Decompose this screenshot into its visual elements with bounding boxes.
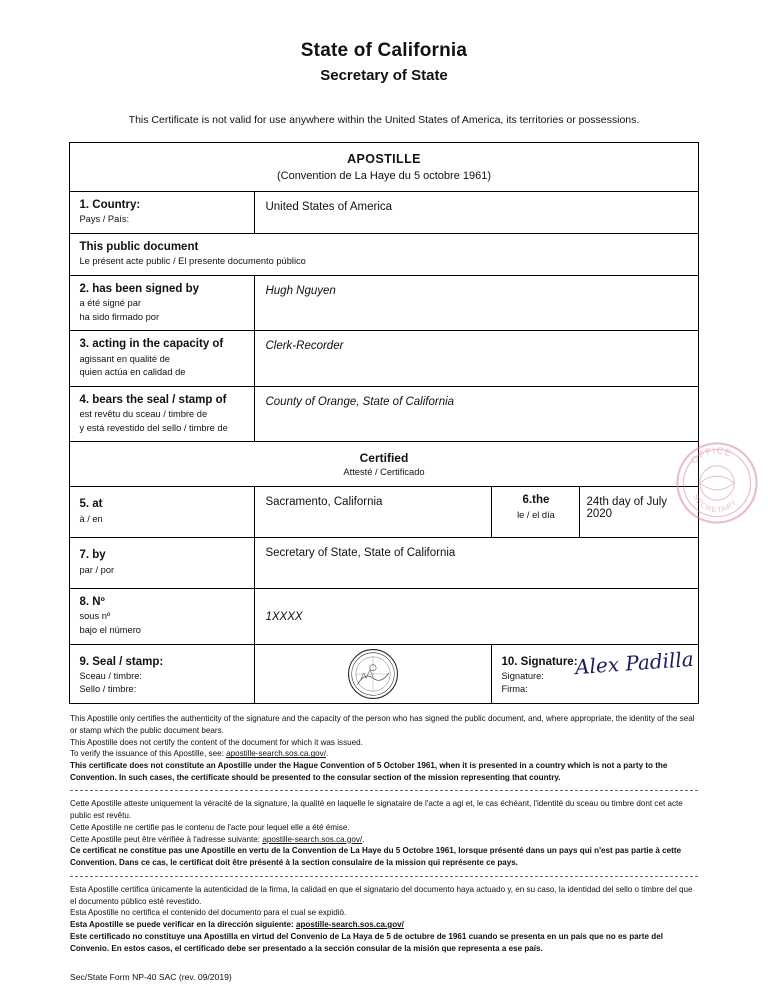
- row-number: 3.: [79, 338, 90, 351]
- legal-en-2: This Apostille does not certify the content of the document for which it was issued.: [70, 737, 363, 747]
- state-title: State of California: [300, 40, 468, 61]
- legal-en-4: This certificate does not constitute an Apostille under the Hague Convention of 5 October 1961, when it is presented in a country which is not a party to the Convention. In such cases, the certificate should be presented to the consular section of the mission representing that country.: [70, 760, 668, 782]
- table-row: [70, 331, 698, 386]
- table-row: [70, 589, 698, 644]
- by-value: Secretary of State, State of California: [265, 547, 456, 560]
- number-translation-fr: sous nº: [79, 611, 111, 622]
- seal-of-value-cell: [255, 386, 698, 441]
- seal-of-translation-fr: est revêtu du sceau / timbre de: [79, 409, 208, 420]
- apostille-search-link-fr[interactable]: apostille-search.sos.ca.gov/: [262, 834, 363, 844]
- certified-label: Certified: [359, 451, 409, 466]
- row-number: 4.: [79, 393, 90, 406]
- signature-mark: Alex Padilla: [574, 646, 695, 679]
- public-document-translations: Le présent acte public / El presente documento público: [79, 256, 306, 267]
- row-number: 8.: [79, 596, 90, 609]
- table-row: [70, 487, 698, 538]
- by-translations: par / por: [79, 564, 115, 575]
- signed-by-value-cell: [255, 275, 698, 330]
- row-number: 9.: [79, 655, 90, 668]
- legal-es-2: Esta Apostille no certifica el contenido del documento para el cual se expidió.: [70, 908, 347, 918]
- certified-cell: [70, 442, 698, 487]
- table-row: [70, 192, 698, 234]
- seal-of-value: County of Orange, State of California: [265, 395, 455, 408]
- country-label-translations: Pays / País:: [79, 214, 130, 225]
- country-value: United States of America: [265, 201, 393, 213]
- the-translations: le / el día: [517, 509, 555, 520]
- apostille-search-link-es[interactable]: apostille-search.sos.ca.gov/: [295, 920, 404, 930]
- at-label: at: [92, 498, 103, 511]
- validity-notice: This Certificate is not valid for use anywhere within the United States of America, its territories or possessions.: [128, 114, 640, 126]
- row-number: 6.: [522, 494, 533, 507]
- signature-cell: [492, 644, 698, 703]
- signed-by-translation-es: ha sido firmado por: [79, 311, 160, 322]
- signature-translation-fr: Signature:: [501, 670, 544, 681]
- row-number: 7.: [79, 549, 90, 562]
- row-number: 2.: [79, 282, 90, 295]
- by-label: by: [92, 549, 106, 562]
- table-row: [70, 538, 698, 589]
- document-header: [60, 0, 708, 84]
- legal-fr-1: Cette Apostille atteste uniquement la véracité de la signature, la qualité en laquelle le signataire de l'acte a agi et, le cas échéant, l'identité du sceau ou timbre dont cet acte public est revêtu.: [70, 799, 683, 821]
- legal-es-3: Esta Apostille se puede verificar en la dirección siguiente: apostille-search.sos.ca.gov/: [70, 920, 404, 930]
- number-value-cell: [255, 589, 698, 644]
- divider: [70, 790, 698, 791]
- by-value-cell: [255, 538, 698, 589]
- row-number: 10.: [501, 655, 518, 668]
- seal-of-label-cell: [70, 386, 255, 441]
- signed-by-translation-fr: a été signé par: [79, 298, 141, 309]
- signed-by-value: Hugh Nguyen: [265, 284, 336, 297]
- apostille-table: [69, 142, 698, 704]
- state-seal-icon: [347, 648, 399, 700]
- signed-by-label: has been signed by: [92, 282, 199, 295]
- legal-es-4: Este certificado no constituye una Apostilla en virtud del Convenio de La Haya de 5 de octubre de 1961 cuando se presenta en un país que no es parte del Convenio. En estos casos, el certificado debe ser presentado a la sección consular de la misión que representa a ese país.: [70, 931, 663, 953]
- seal-of-label: bears the seal / stamp of: [92, 393, 227, 406]
- table-row: [70, 442, 698, 487]
- country-label-cell: [70, 192, 255, 234]
- office-title: Secretary of State: [320, 67, 448, 84]
- seal-translation-es: Sello / timbre:: [79, 684, 137, 695]
- seal-translation-fr: Sceau / timbre:: [79, 670, 142, 681]
- capacity-value-cell: [255, 331, 698, 386]
- by-label-cell: [70, 538, 255, 589]
- country-label: Country:: [92, 199, 141, 211]
- apostille-title-cell: [70, 143, 698, 192]
- apostille-title: APOSTILLE: [347, 152, 421, 166]
- the-value: 24th day of July 2020: [586, 496, 668, 521]
- capacity-label: acting in the capacity of: [92, 338, 224, 351]
- the-label: the: [532, 494, 550, 507]
- public-document-label: This public document: [79, 240, 199, 253]
- row-number: 5.: [79, 498, 90, 511]
- capacity-translation-es: quien actúa en calidad de: [79, 367, 186, 378]
- number-label: Nº: [92, 596, 105, 609]
- legal-fr-3: Cette Apostille peut être vérifiée à l'adresse suivante: apostille-search.sos.ca.gov/.: [70, 834, 365, 844]
- seal-label: Seal / stamp:: [92, 655, 164, 668]
- legal-fr-2: Cette Apostille ne certifie pas le contenu de l'acte pour lequel elle a été émise.: [70, 822, 350, 832]
- number-label-cell: [70, 589, 255, 644]
- seal-of-translation-es: y está revestido del sello / timbre de: [79, 422, 228, 433]
- table-row: [70, 233, 698, 275]
- seal-image-cell: [255, 644, 492, 703]
- row-number: 1.: [79, 199, 90, 211]
- svg-text:OFFICE: OFFICE: [688, 445, 734, 467]
- svg-text:SECRETARY: SECRETARY: [691, 492, 740, 515]
- apostille-search-link-en[interactable]: apostille-search.sos.ca.gov/: [226, 749, 326, 759]
- legal-fr-4: Ce certificat ne constitue pas une Apostille en vertu de la Convention de La Haye du 5 Octobre 1961, lorsque présenté dans un pays qui n'est pas partie à cette Convention. Dans ce cas, le certificat doit être présenté à la section consulaire de la mission qui représente ce pays.: [70, 846, 682, 868]
- certified-translations: Attesté / Certificado: [343, 467, 425, 478]
- signature-label: Signature:: [520, 655, 578, 668]
- capacity-translation-fr: agissant en qualité de: [79, 353, 170, 364]
- signed-by-label-cell: [70, 275, 255, 330]
- legal-en-3: To verify the issuance of this Apostille, see: apostille-search.sos.ca.gov/.: [70, 749, 329, 759]
- at-value: Sacramento, California: [265, 496, 383, 509]
- apostille-subtitle: (Convention de La Haye du 5 octobre 1961): [276, 170, 492, 182]
- at-translations: à / en: [79, 513, 103, 524]
- the-label-cell: [492, 487, 580, 538]
- capacity-label-cell: [70, 331, 255, 386]
- form-number: Sec/State Form NP-40 SAC (rev. 09/2019): [70, 972, 232, 983]
- divider: [70, 876, 698, 877]
- at-value-cell: [255, 487, 492, 538]
- legal-en-1: This Apostille only certifies the authenticity of the signature and the capacity of the person who has signed the public document, and, where appropriate, the identity of the seal or stamp which the public document bears.: [70, 714, 695, 735]
- at-label-cell: [70, 487, 255, 538]
- seal-label-cell: [70, 644, 255, 703]
- number-value: 1XXXX: [265, 611, 303, 624]
- country-value-cell: [255, 192, 698, 234]
- table-row: [70, 275, 698, 330]
- table-row: [70, 644, 698, 703]
- number-translation-es: bajo el número: [79, 625, 141, 636]
- public-document-cell: [70, 233, 698, 275]
- legal-notes: [70, 713, 698, 954]
- table-row: [70, 386, 698, 441]
- table-row: [70, 143, 698, 192]
- the-value-cell: [580, 487, 698, 538]
- capacity-value: Clerk-Recorder: [265, 340, 344, 353]
- signature-translation-es: Firma:: [501, 684, 528, 695]
- legal-es-1: Esta Apostille certifica únicamente la autenticidad de la firma, la calidad en que el signatario del documento haya actuado y, en su caso, la identidad del sello o timbre del que el documento público esté revestido.: [70, 884, 693, 906]
